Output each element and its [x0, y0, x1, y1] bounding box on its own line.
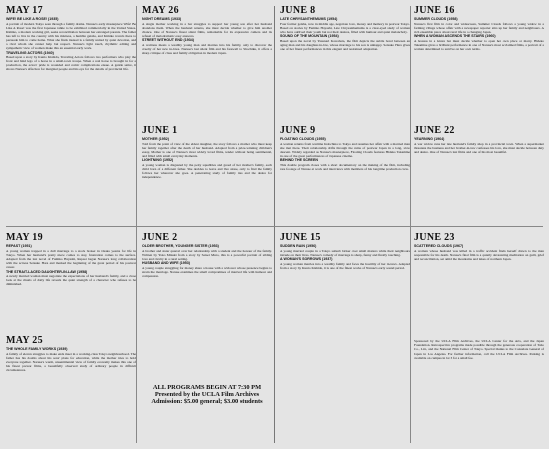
column-divider — [274, 6, 275, 443]
film-description: A young woman marries into a wealthy family and faces the hostility of her in-laws. Adapted from a story by Kunio Kishida, it is one of the finest works of Naruse's early sound period. — [280, 262, 410, 271]
film-title: OLDER BROTHER, YOUNGER SISTER (1953) — [142, 243, 219, 248]
film-description: A young woman is disgusted by the petty squabbles and greed of her mother's family, each child born of a different father. She decides to leave and live alone, only to find the family follows her wherever she goes. A penetrating study of family ties and the desire for independence. — [142, 163, 272, 180]
film-title: A WOMAN'S SORROWS (1937) — [280, 257, 333, 262]
date-heading: JUNE 23 — [414, 232, 455, 243]
film-title: FLOATING CLOUDS (1955) — [280, 136, 326, 141]
date-heading: JUNE 15 — [280, 232, 321, 243]
date-heading: MAY 25 — [6, 335, 43, 346]
film-description: A war widow runs her late husband's family shop in a provincial town. When a supermarket threatens the business and her brother-in-law confesses his love, she must decide between duty and desire. One of Naruse's last films and one of his most beautiful. — [414, 141, 544, 154]
film-title: THE WHOLE FAMILY WORKS (1939) — [6, 346, 68, 351]
presenter: Presented by the UCLA Film Archives — [154, 391, 260, 399]
film-title: HUSBAND AND WIFE (1953) — [142, 261, 190, 266]
film-title: SCATTERED CLOUDS (1967) — [414, 243, 464, 248]
day-june8 — [280, 6, 410, 51]
date-heading: MAY 17 — [6, 5, 43, 16]
credits-block — [414, 336, 544, 363]
date-heading: MAY 19 — [6, 232, 43, 243]
film-title: LIGHTNING (1952) — [142, 158, 174, 163]
day-may25 — [6, 336, 136, 372]
admission: Admission: $5.00 general; $3.00 students — [151, 398, 263, 406]
program-notice — [142, 384, 272, 406]
date-heading: JUNE 1 — [142, 125, 178, 136]
film-title: TRAVELING ACTORS (1940) — [6, 50, 54, 55]
day-june1 — [142, 126, 272, 179]
film-description: A family of eleven struggles to make ends meet in a working-class Tokyo neighbourhood. The father has his doubts about his sons' plans for education, while the mother tries to hold everyone together. Naruse's warm, unsentimental view of family economy makes this one of his finest prewar films, a beautifully observed study of ordinary people in difficult circumstances. — [6, 351, 136, 372]
row-divider — [6, 226, 543, 227]
film-description: Told from the point of view of the eldest daughter, the story follows a mother who must keep her family together after the death of her husband. Adapted from a prize-winning children's essay, Mother is one of Naruse's most widely loved films, tender without being sentimental, and filled with small everyday moments. — [142, 141, 272, 158]
day-june15 — [280, 233, 410, 270]
day-june22 — [414, 126, 544, 154]
film-description: A brother and sister quarrel over her relationship with a student and the honour of the family. Written by Yoko Mizuki from a story by Saisei Muro, this is a powerful portrait of sibling love and rivalry in a rural setting. — [142, 248, 272, 261]
day-may17 — [6, 6, 136, 72]
film-description: Naruse's first film in color and widescreen, Summer Clouds follows a young widow in a farming village whose affair with a newspaper reporter stirs up her family and neighbours. A rich ensemble piece about rural life in a changing Japan. — [414, 21, 544, 34]
film-description: A young couple struggling for money share a house with a widower whose presence begins to strain the marriage. Naruse examines the small compromises of married life with humour and compassion. — [142, 266, 272, 279]
credits-text: Sponsored by the UCLA Film Archives, the UCLA Center for the Arts, and the Japan Foundation. Retrospective programs made possible through the generous cooperation of Toho Co., Ltd., and the National Film Center of Tokyo. Special thanks to the Consulate General of Japan in Los Angeles. For further information, call the UCLA Film Archives. Parking is available on campus in lot 3 for a small fee. — [414, 339, 544, 360]
day-june23 — [414, 233, 544, 261]
film-description: A young woman trapped in a dull marriage to a stock broker in Osaka yearns for life in Tokyo. When her husband's pretty niece comes to stay, frustration comes to the surface. Adapted from the last novel of Fumiko Hayashi, Repast began Naruse's long collaboration with the actress Setsuko Hara and marked the beginning of the great period of his postwar career. — [6, 248, 136, 269]
film-description: A woman whose husband was killed in a traffic accident finds herself drawn to the man responsible for his death. Naruse's final film is a quietly devastating meditation on guilt, grief and reconciliation, set amid the mountains and lakes of northern Japan. — [414, 248, 544, 261]
film-title: WHEN A WOMAN ASCENDS THE STAIRS (1960) — [414, 34, 496, 39]
film-description: A young married couple in a Tokyo suburb bicker over small matters while their neighbours intrude on their lives. Naruse's comedy of marriage is sharp, funny and finally touching. — [280, 248, 410, 257]
date-heading: JUNE 9 — [280, 125, 316, 136]
film-description: A hostess in a Ginza bar must decide whether to open her own place or marry. Hideko Takamine gives a brilliant performance in one of Naruse's most acclaimed films, a portrait of a woman determined to survive on her own terms. — [414, 39, 544, 52]
film-title: MOTHER (1952) — [142, 136, 169, 141]
date-heading: JUNE 8 — [280, 5, 316, 16]
film-description: A single mother working in a bar struggles to support her young son after her husband abandons them. When the husband returns, she must decide whether to give him another chance. One of Naruse's finest silent films, remarkable for its expressive camera and its refusal of melodramatic easy answers. — [142, 21, 272, 38]
day-june9 — [280, 126, 410, 171]
date-heading: JUNE 2 — [142, 232, 178, 243]
date-heading: MAY 26 — [142, 5, 179, 16]
film-description: A portrait of modern Tokyo seen through a family drama. Naruse's early masterpiece Wife! Be Like A Rose! was the first Japanese talkie to be exhibited commercially in the United States. Kimiko, a modern working girl, seeks reconciliation between her estranged parents. The father has left to live in the country with his mistress, a humble geisha, and Kimiko travels there to persuade him to come home. What she finds instead is a family united by quiet devotion, and a rival whom she cannot help but respect. Naruse's light touch, rhythmic editing and sympathetic view of women make this an essential early work. — [6, 21, 136, 50]
film-description: A waitress meets a wealthy young man and marries into his family, only to discover the cruelty of her new in-laws. Naruse's last silent film and his farewell to Shochiku, it offers a sharp critique of class and family obligation in modern Japan. — [142, 43, 272, 56]
film-description: A newly married woman must negotiate the expectations of her husband's family, and a close look at the rituals of daily life reveals the quiet strength of a character who refuses to be diminished. — [6, 274, 136, 287]
film-description: A woman returns from wartime Indochina to Tokyo and resumes her affair with a married man she met there. Their relationship drifts through the ruins of postwar Japan in a long, slow descent. Widely regarded as Naruse's masterpiece, Floating Clouds features Hideko Takamine in one of the great performances of Japanese cinema. — [280, 141, 410, 158]
film-title: BEHIND THE SCREEN — [280, 158, 318, 163]
film-title: YEARNING (1964) — [414, 136, 445, 141]
day-june2 — [142, 233, 272, 278]
film-title: SUMMER CLOUDS (1958) — [414, 16, 458, 21]
day-june16 — [414, 6, 544, 51]
film-title: THE STRAIT-LACED DAUGHTER-IN-LAW (1958) — [6, 269, 88, 274]
column-divider — [410, 6, 411, 443]
day-may26 — [142, 6, 272, 55]
film-description: This double program closes with a short documentary on the making of the film, including rare footage of Naruse at work and interviews with members of his longtime production crew. — [280, 163, 410, 172]
film-title: SOUND OF THE MOUNTAIN (1954) — [280, 34, 339, 39]
film-title: WIFE! BE LIKE A ROSE! (1935) — [6, 16, 59, 21]
film-title: STREET WITHOUT END (1934) — [142, 38, 194, 43]
film-description: Based upon a story by Kunio Kishida, Traveling Actors follows two performers who play the front and hind legs of a horse in a small-town troupe. When a real horse is brought in for a production, the actors' pride is wounded and comic complications ensue. A gentle satire, it shows Naruse's affection for marginal people and his eye for the details of provincial life. — [6, 55, 136, 72]
film-title: REPAST (1951) — [6, 243, 32, 248]
column-divider — [136, 6, 137, 443]
start-time: ALL PROGRAMS BEGIN AT 7:30 PM — [152, 384, 262, 391]
day-may19 — [6, 233, 136, 286]
film-title: SUDDEN RAIN (1956) — [280, 243, 317, 248]
film-description: Based upon the novel by Yasunari Kawabata, the film depicts the subtle bond between an aging man and his daughter-in-law, whose marriage to his son is unhappy. Setsuko Hara gives one of her finest performances in this elegant and restrained adaptation. — [280, 39, 410, 52]
date-heading: JUNE 22 — [414, 125, 455, 136]
film-description: Four former geisha, now in middle age, negotiate love, money and memory in postwar Tokyo. Based on stories by Fumiko Hayashi, Late Chrysanthemums is a clear-eyed study of women who have outlived their youth but not their desires, filled with humour and quiet melancholy. — [280, 21, 410, 34]
film-title: NIGHT DREAMS (1933) — [142, 16, 182, 21]
date-heading: JUNE 16 — [414, 5, 455, 16]
film-title: LATE CHRYSANTHEMUMS (1954) — [280, 16, 338, 21]
